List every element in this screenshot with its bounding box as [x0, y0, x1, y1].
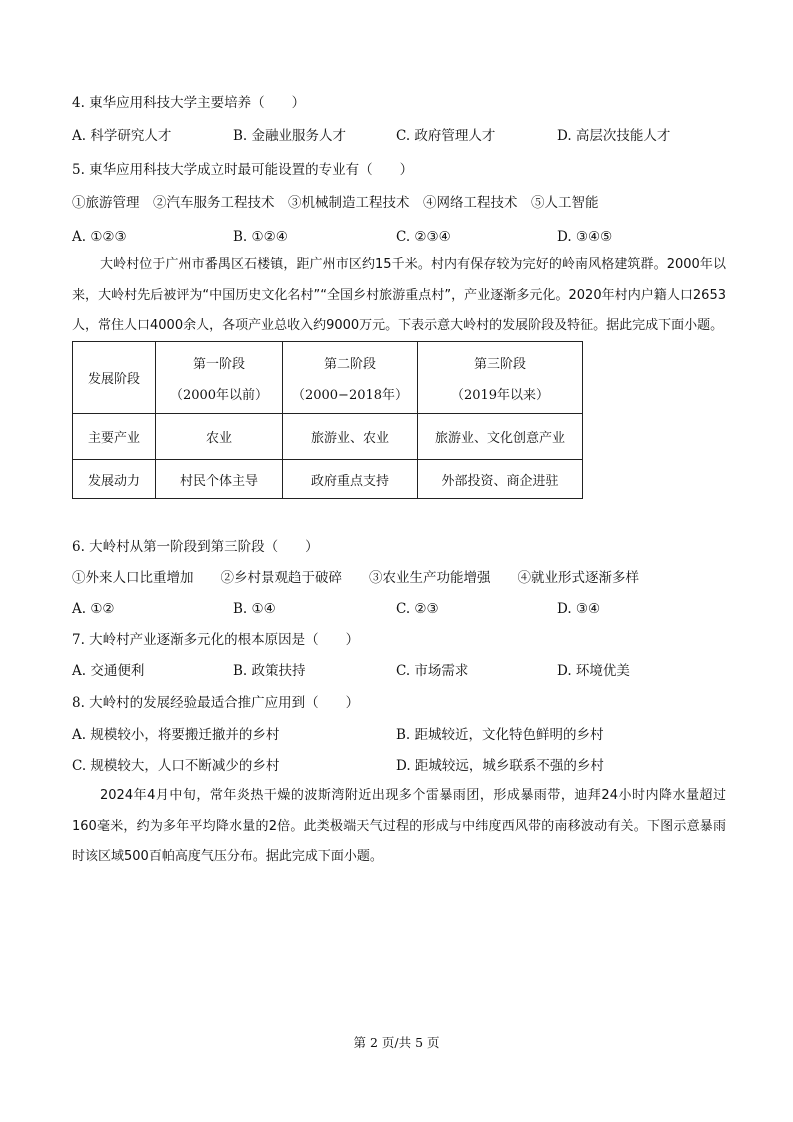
q8-option-b: B. 距城较近，文化特色鲜明的乡村 — [396, 727, 604, 743]
q4-option-c: C. 政府管理人才 — [396, 128, 496, 144]
header-label: 发展阶段 — [73, 342, 156, 414]
header-stage-1 — [156, 342, 283, 414]
q7-option-a: A. 交通便利 — [72, 663, 145, 679]
q4-option-a: A. 科学研究人才 — [72, 128, 172, 144]
q7-option-b: B. 政策扶持 — [233, 663, 306, 679]
table-cell: 政府重点支持 — [283, 460, 418, 499]
stage-name: 第一阶段 — [192, 356, 245, 372]
q5-option-b: B. ①②④ — [233, 229, 288, 245]
q6-items: ①外来人口比重增加 ②乡村景观趋于破碎 ③农业生产功能增强 ④就业形式逐渐多样 — [72, 570, 639, 586]
header-stage-3 — [418, 342, 583, 414]
q5-items: ①旅游管理 ②汽车服务工程技术 ③机械制造工程技术 ④网络工程技术 ⑤人工智能 — [72, 195, 599, 211]
q7-option-c: C. 市场需求 — [396, 663, 469, 679]
q5-option-d: D. ③④⑤ — [557, 229, 613, 245]
q6-option-b: B. ①④ — [233, 601, 276, 617]
q8-option-d: D. 距城较远，城乡联系不强的乡村 — [396, 758, 604, 774]
q7-option-d: D. 环境优美 — [557, 663, 630, 679]
table-cell: 外部投资、商企进驻 — [418, 460, 583, 499]
stage-name: 第三阶段 — [473, 356, 526, 372]
stage-period: （2019年以来） — [450, 387, 550, 403]
table-cell: 旅游业、文化创意产业 — [418, 414, 583, 460]
q4-option-d: D. 高层次技能人才 — [557, 128, 671, 144]
table-cell: 村民个体主导 — [156, 460, 283, 499]
stage-period: （2000−2018年） — [291, 387, 409, 403]
stage-name: 第二阶段 — [323, 356, 376, 372]
q6-option-a: A. ①② — [72, 601, 115, 617]
q5-option-a: A. ①②③ — [72, 229, 127, 245]
development-stage-table — [72, 341, 583, 499]
q4-option-b: B. 金融业服务人才 — [233, 128, 347, 144]
q5-stem: 5. 東华应用科技大学成立时最可能设置的专业有（ ） — [72, 162, 414, 178]
table-cell: 旅游业、农业 — [283, 414, 418, 460]
stage-period: （2000年以前） — [169, 387, 269, 403]
q6-option-c: C. ②③ — [396, 601, 439, 617]
page-footer: 第 2 页/共 5 页 — [353, 1035, 440, 1050]
passage-dalingcun: 大岭村位于广州市番禺区石楼镇，距广州市区约15千米。村内有保存较为完好的岭南风格建筑群。2000年以来，大岭村先后被评为“中国历史文化名村”“全国乡村旅游重点村”，产业逐渐多元化。2020年村内户籍人口2653人，常住人口4000余人，各项产业总收入约9000万元。下表示意大岭村的发展阶段及特征。据此完成下面小题。 — [72, 257, 726, 333]
row-label: 主要产业 — [73, 414, 156, 460]
q8-stem: 8. 大岭村的发展经验最适合推广应用到（ ） — [72, 695, 360, 711]
table-cell: 农业 — [156, 414, 283, 460]
header-stage-2 — [283, 342, 418, 414]
q8-option-c: C. 规模较大，人口不断减少的乡村 — [72, 758, 280, 774]
q4-stem: 4. 東华应用科技大学主要培养（ ） — [72, 95, 306, 111]
q6-stem: 6. 大岭村从第一阶段到第三阶段（ ） — [72, 539, 319, 555]
q7-stem: 7. 大岭村产业逐渐多元化的根本原因是（ ） — [72, 632, 360, 648]
table-row — [73, 460, 583, 499]
q6-option-d: D. ③④ — [557, 601, 601, 617]
q8-option-a: A. 规模较小，将要搬迁撤并的乡村 — [72, 727, 280, 743]
table-row — [73, 414, 583, 460]
q5-option-c: C. ②③④ — [396, 229, 451, 245]
passage-dubai-rainstorm: 2024年4月中旬，常年炎热干燥的波斯湾附近出现多个雷暴雨团，形成暴雨带，迪拜24小时内降水量超过160毫米，约为多年平均降水量的2倍。此类极端天气过程的形成与中纬度西风带的南移波动有关。下图示意暴雨时该区域500百帕高度气压分布。据此完成下面小题。 — [72, 788, 726, 864]
row-label: 发展动力 — [73, 460, 156, 499]
